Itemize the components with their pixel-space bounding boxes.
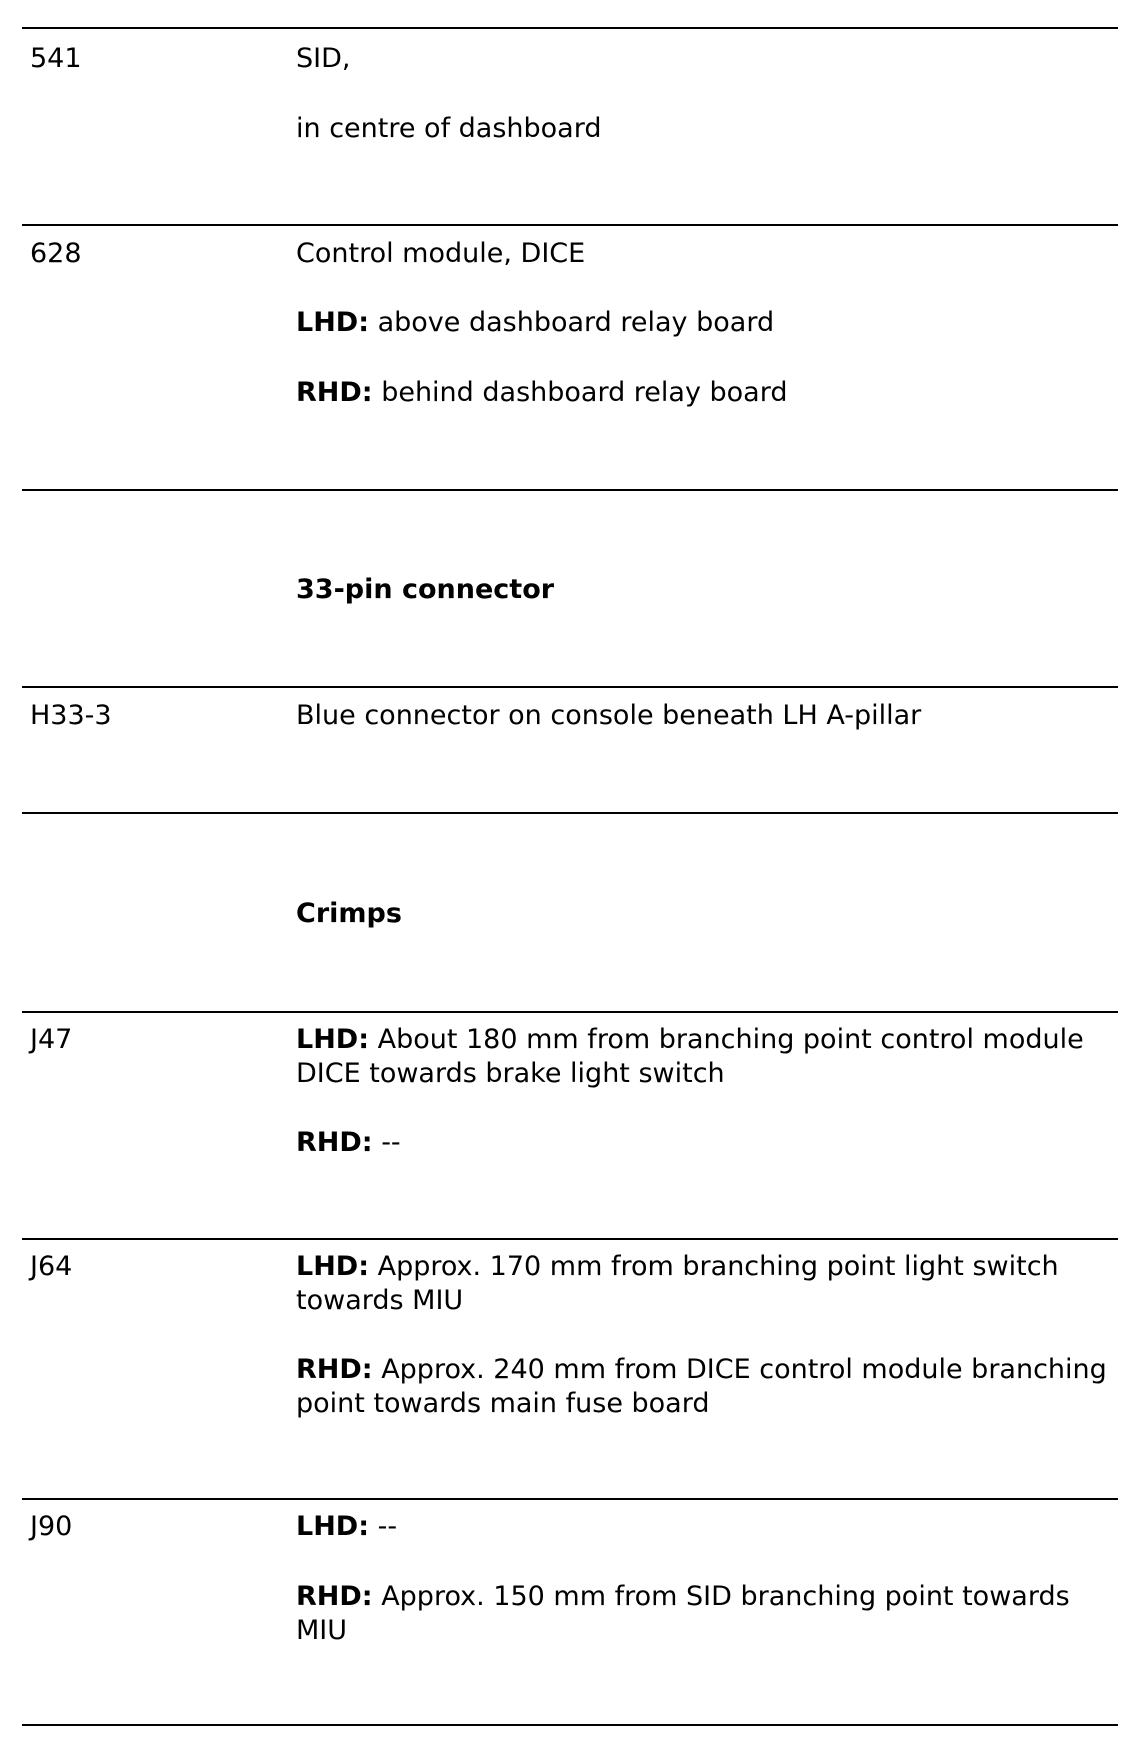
component-code: J90 [30, 1511, 73, 1542]
row-divider [22, 686, 1118, 688]
component-location-lhd: LHD: About 180 mm from branching point control module DICE towards brake light switch [296, 1024, 1084, 1089]
component-code: 541 [30, 43, 82, 74]
section-heading: 33-pin connector [296, 574, 555, 605]
section-heading: Crimps [296, 898, 402, 929]
component-code: 628 [30, 238, 82, 269]
row-divider [22, 1498, 1118, 1500]
component-location-lhd: LHD: above dashboard relay board [296, 307, 775, 338]
component-location-rhd: RHD: behind dashboard relay board [296, 377, 788, 408]
row-divider [22, 812, 1118, 814]
component-location: in centre of dashboard [296, 113, 602, 144]
component-code: J47 [30, 1024, 73, 1055]
row-divider [22, 489, 1118, 491]
component-location-rhd: RHD: Approx. 240 mm from DICE control module branching point towards main fuse board [296, 1354, 1107, 1419]
row-divider [22, 27, 1118, 29]
component-location-rhd: RHD: Approx. 150 mm from SID branching point towards MIU [296, 1581, 1070, 1646]
row-divider [22, 1011, 1118, 1013]
row-divider [22, 224, 1118, 226]
component-location-lhd: LHD: -- [296, 1511, 398, 1542]
component-location: Blue connector on console beneath LH A-pillar [296, 700, 922, 731]
row-divider [22, 1724, 1118, 1726]
component-location-lhd: LHD: Approx. 170 mm from branching point light switch towards MIU [296, 1251, 1059, 1316]
component-code: J64 [30, 1251, 73, 1282]
component-description: Control module, DICE [296, 238, 586, 269]
component-description: SID, [296, 43, 351, 74]
row-divider [22, 1238, 1118, 1240]
component-code: H33-3 [30, 700, 112, 731]
component-location-rhd: RHD: -- [296, 1127, 401, 1158]
